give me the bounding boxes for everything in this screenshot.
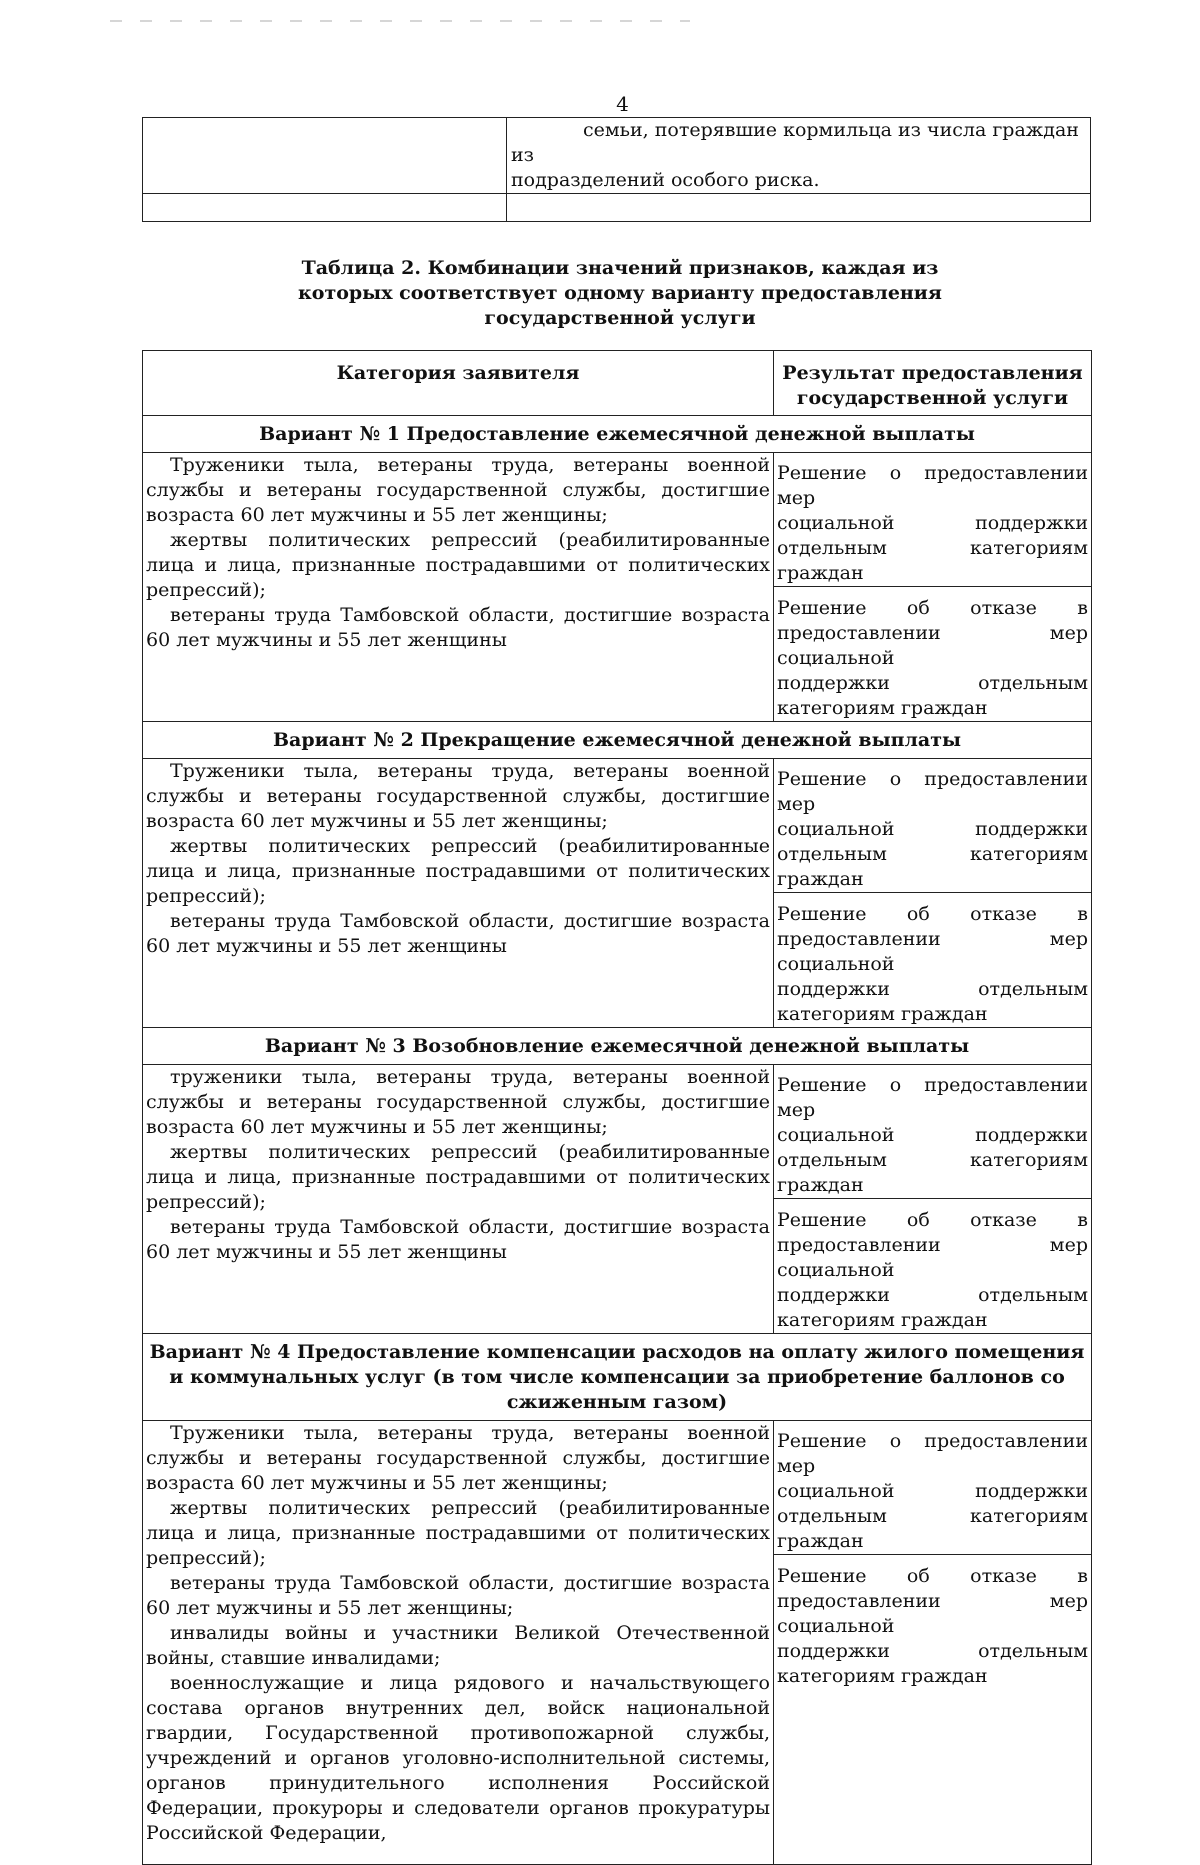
result-line: Решение о предоставлении мер xyxy=(777,462,1088,509)
category-text: жертвы политических репрессий (реабилитированные лица и лица, признанные пострадавшими от политических репрессий); xyxy=(146,1497,770,1569)
result-line: поддержки отдельным xyxy=(777,978,1088,1000)
variant-title: Вариант № 2 Прекращение ежемесячной денежной выплаты xyxy=(143,722,1092,759)
result-line: категориям граждан xyxy=(777,1003,988,1025)
cell-text: подразделений особого риска. xyxy=(511,169,820,191)
result-line: Решение об отказе в xyxy=(777,1209,1088,1231)
category-cell xyxy=(143,453,774,722)
result-line: отдельным категориям граждан xyxy=(777,1149,1088,1196)
result-line: социальной поддержки xyxy=(777,818,1088,840)
result-line: социальной поддержки xyxy=(777,1480,1088,1502)
table-row xyxy=(143,194,1091,222)
result-line: Решение об отказе в xyxy=(777,597,1088,619)
table-row xyxy=(143,1421,1092,1555)
scan-artifact xyxy=(110,20,690,22)
result-line: поддержки отдельным xyxy=(777,672,1088,694)
category-cell xyxy=(143,759,774,1028)
table-cell-empty xyxy=(507,194,1091,222)
category-text: Труженики тыла, ветераны труда, ветераны военной службы и ветераны государственной службы, достигшие возраста 60 лет мужчины и 55 лет женщины; xyxy=(146,1422,770,1494)
table-row xyxy=(143,759,1092,893)
category-text: инвалиды войны и участники Великой Отечественной войны, ставшие инвалидами; xyxy=(146,1622,770,1669)
result-line: социальной поддержки xyxy=(777,1124,1088,1146)
variant-title-row xyxy=(143,1334,1092,1421)
result-line: Решение об отказе в xyxy=(777,1565,1088,1587)
category-text: военнослужащие и лица рядового и начальствующего состава органов внутренних дел, войск национальной гвардии, Государственной противопожарной службы, учреждений и органов уголовно-исполнительной системы, органов принудительного исполнения Российской Федерации, прокуроры и следователи органов прокуратуры Российской Федерации, xyxy=(146,1672,770,1844)
category-text: жертвы политических репрессий (реабилитированные лица и лица, признанные пострадавшими от политических репрессий); xyxy=(146,835,770,907)
variants-table xyxy=(142,350,1092,1865)
page-number: 4 xyxy=(616,92,629,116)
table-cell xyxy=(507,118,1091,194)
result-line: отдельным категориям граждан xyxy=(777,1505,1088,1552)
result-refuse xyxy=(774,1199,1092,1334)
result-line: социальной поддержки xyxy=(777,512,1088,534)
result-grant xyxy=(774,453,1092,587)
result-line: отдельным категориям граждан xyxy=(777,843,1088,890)
table-row xyxy=(143,118,1091,194)
variant-title-row xyxy=(143,722,1092,759)
variant-title: Вариант № 1 Предоставление ежемесячной денежной выплаты xyxy=(143,416,1092,453)
category-text: Труженики тыла, ветераны труда, ветераны военной службы и ветераны государственной службы, достигшие возраста 60 лет мужчины и 55 лет женщины; xyxy=(146,760,770,832)
result-grant xyxy=(774,1065,1092,1199)
result-refuse xyxy=(774,587,1092,722)
result-line: поддержки отдельным xyxy=(777,1640,1088,1662)
variant-title: Вариант № 3 Возобновление ежемесячной денежной выплаты xyxy=(143,1028,1092,1065)
table-cell-empty xyxy=(143,118,507,194)
category-text: ветераны труда Тамбовской области, достигшие возраста 60 лет мужчины и 55 лет женщины; xyxy=(146,1572,770,1619)
category-text: Труженики тыла, ветераны труда, ветераны военной службы и ветераны государственной службы, достигшие возраста 60 лет мужчины и 55 лет женщины; xyxy=(146,454,770,526)
header-category: Категория заявителя xyxy=(143,351,774,416)
table-header-row xyxy=(143,351,1092,416)
result-refuse xyxy=(774,1555,1092,1865)
result-line: предоставлении мер социальной xyxy=(777,1234,1088,1281)
variant-title-row xyxy=(143,1028,1092,1065)
result-line: предоставлении мер социальной xyxy=(777,1590,1088,1637)
header-result: Результат предоставления государственной услуги xyxy=(774,351,1092,416)
result-line: предоставлении мер социальной xyxy=(777,928,1088,975)
table-cell-empty xyxy=(143,194,507,222)
table-row xyxy=(143,1065,1092,1199)
variant-title-row xyxy=(143,416,1092,453)
category-text: ветераны труда Тамбовской области, достигшие возраста 60 лет мужчины и 55 лет женщины xyxy=(146,604,770,651)
continuation-table xyxy=(142,117,1091,222)
result-grant xyxy=(774,759,1092,893)
table-caption: Таблица 2. Комбинации значений признаков, каждая из которых соответствует одному варианту предоставления государственной услуги xyxy=(298,257,942,329)
result-line: категориям граждан xyxy=(777,1309,988,1331)
category-text: жертвы политических репрессий (реабилитированные лица и лица, признанные пострадавшими от политических репрессий); xyxy=(146,1141,770,1213)
result-refuse xyxy=(774,893,1092,1028)
result-line: Решение о предоставлении мер xyxy=(777,1430,1088,1477)
result-line: категориям граждан xyxy=(777,697,988,719)
category-text: ветераны труда Тамбовской области, достигшие возраста 60 лет мужчины и 55 лет женщины xyxy=(146,1216,770,1263)
category-cell xyxy=(143,1065,774,1334)
table-row xyxy=(143,453,1092,587)
category-text: жертвы политических репрессий (реабилитированные лица и лица, признанные пострадавшими от политических репрессий); xyxy=(146,529,770,601)
result-line: предоставлении мер социальной xyxy=(777,622,1088,669)
result-grant xyxy=(774,1421,1092,1555)
result-line: поддержки отдельным xyxy=(777,1284,1088,1306)
result-line: Решение о предоставлении мер xyxy=(777,768,1088,815)
result-line: отдельным категориям граждан xyxy=(777,537,1088,584)
category-text: труженики тыла, ветераны труда, ветераны военной службы и ветераны государственной службы, достигшие возраста 60 лет мужчины и 55 лет женщины; xyxy=(146,1066,770,1138)
cell-text: семьи, потерявшие кормильца из числа граждан из xyxy=(511,119,1079,166)
result-line: категориям граждан xyxy=(777,1665,988,1687)
result-line: Решение об отказе в xyxy=(777,903,1088,925)
category-cell xyxy=(143,1421,774,1865)
category-text: ветераны труда Тамбовской области, достигшие возраста 60 лет мужчины и 55 лет женщины xyxy=(146,910,770,957)
variant-title: Вариант № 4 Предоставление компенсации расходов на оплату жилого помещения и коммунальных услуг (в том числе компенсации за приобретение баллонов со сжиженным газом) xyxy=(143,1334,1092,1421)
result-line: Решение о предоставлении мер xyxy=(777,1074,1088,1121)
